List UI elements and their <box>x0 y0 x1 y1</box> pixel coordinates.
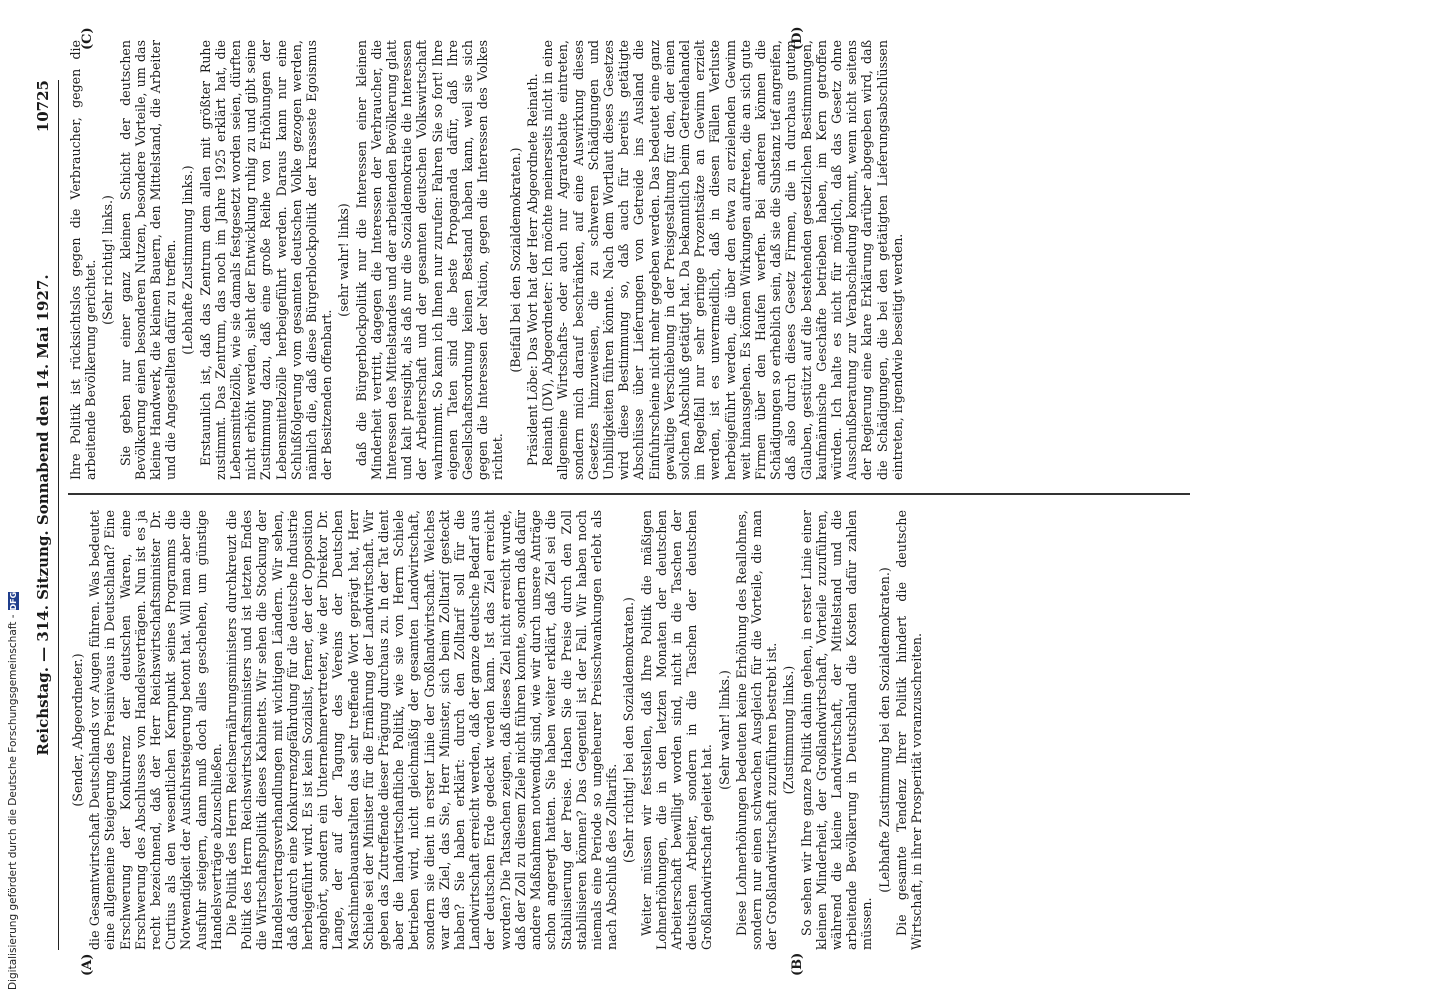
paragraph: Reinath (DV), Abgeordneter: Ich möchte meinerseits nicht in eine allgemeine Wirtschafts- oder auch nur Agrardebatte eintreten, sondern mich darauf beschränken, auf eine Auswirkung dieses Gesetzes hinzuweisen, die zu schweren Schädigungen und Unbilligkeiten führen könnte. Nach dem Wortlaut dieses Gesetzes wird diese Bestimmung so, daß auch für bereits getätigte Abschlüsse über Lieferungen von Getreide ins Ausland die Einfuhrscheine nicht mehr gegeben werden. Das bedeutet eine ganz gewaltige Verschiebung in der Preisgestaltung für den, der einen solchen Abschluß getätigt hat. Da bekanntlich beim Getreidehandel im Regelfall nur sehr geringe Prozentsätze an Gewinn erzielt werden, ist es unvermeidlich, daß in diesen Fällen Verluste herbeigeführt werden, die über den etwa zu erzielenden Gewinn weit hinausgehen. Es können Wirkungen auftreten, die an sich gute Firmen über den Haufen werfen. Bei anderen können die Schädigungen so erheblich sein, daß sie die Substanz tief angreifen, daß also durch dieses Gesetz Firmen, die in durchaus gutem Glauben, gestützt auf die bestehenden gesetzlichen Bestimmungen, kaufmännische Geschäfte betrieben haben, im Kern getroffen würden. Ich halte es nicht für möglich, daß das Gesetz ohne Ausschußberatung zur Verabschiedung kommt, wenn nicht seitens der Regierung eine klare Erklärung darüber abgegeben wird, daß die Schädigungen, die bei den getätigten Lieferungsabschlüssen eintreten, irgendwie beseitigt werden. <box>540 40 905 480</box>
paragraph: Ihre Politik ist rücksichtslos gegen die Verbraucher, gegen die arbeitende Bevölkerung gerichtet. <box>68 40 99 480</box>
running-head-title: Reichstag. — 314. Sitzung. Sonnabend den 14. Mai 1927. <box>34 274 52 756</box>
paragraph: Präsident Löbe: Das Wort hat der Herr Abgeordnete Reinath. <box>524 73 540 466</box>
interjection: (Sehr wahr! links.) <box>716 670 732 790</box>
page-number: 10725 <box>34 80 52 133</box>
paragraph: die Gesamtwirtschaft Deutschlands vor Augen führen. Was bedeutet eine allgemeine Steigerung des Preisniveaus in Deutschland? Eine Erschwerung der Konkurrenz der deutschen Waren, eine Erschwerung des Abschlusses von Handelsverträgen. Nun ist es ja recht bezeichnend, daß der Herr Reichswirtschaftsminister Dr. Curtius als den wesentlichen Kernpunkt seines Programms die Notwendigkeit der Ausfuhrsteigerung betont hat. Will man aber die Ausfuhr steigern, dann muß doch alles geschehen, um günstige Handelsverträge abzuschließen. <box>87 510 224 950</box>
dfg-logo-icon: DFG <box>8 591 18 611</box>
interjection: (sehr wahr! links) <box>336 203 352 317</box>
digitization-text: Digitalisierung gefördert durch die Deutsche Forschungsgemeinschaft - <box>7 614 19 990</box>
paragraph: Erstaunlich ist, daß das Zentrum dem allen mit größter Ruhe zustimmt. Das Zentrum, das noch im Jahre 1925 erklärt hat, die Lebensmittelzölle, wie sie damals festgesetzt worden seien, dürften nicht erhöht werden, sieht der Entwicklung ruhig zu und gibt seine Zustimmung dazu, daß eine große Reihe von Erhöhungen der Lebensmittelzölle herbeigeführt werden. Daraus kann nur eine Schlußfolgerung vom gesamten deutschen Volke gezogen werden, nämlich die, daß diese Bürgerblockpolitik der krasseste Egoismus der Besitzenden offenbart. <box>197 40 335 480</box>
running-head <box>36 80 59 950</box>
right-column <box>68 40 1350 480</box>
paragraph: Die Politik des Herrn Reichsernährungsministers durchkreuzt die Politik des Herrn Reichswirtschaftsministers und ist letzten Endes die Wirtschaftspolitik dieses Kabinetts. Wir sehen die Stockung der Handelsvertragsverhandlungen mit wichtigen Ländern. Wir sehen, daß dadurch eine Konkurrenzgefährdung für die deutsche Industrie herbeigeführt wird. Es ist kein Sozialist, ferner, der der Opposition angehört, sondern ein Unternehmervertreter, wie der Direktor Dr. Lange, der auf der Tagung des Vereins der Deutschen Maschinenbauanstalten das sehr treffende Wort geprägt hat, Herr Schiele sei der Minister für die Ernährung der Landwirtschaft. Wir geben das Zutreffende dieser Prägung durchaus zu. In der Tat dient aber die landwirtschaftliche Politik, wie sie von Herrn Schiele betrieben wird, nicht gleichmäßig der gesamten Landwirtschaft, sondern sie dient in erster Linie der Großlandwirtschaft. Welches war das Ziel, das Sie, Herr Minister, sich beim Zolltarif gesteckt haben? Sie haben erklärt: durch den Zolltarif soll für die Landwirtschaft erreicht werden, daß der ganze deutsche Bedarf aus der deutschen Erde gedeckt werden kann. Ist das Ziel erreicht worden? Die Tatsachen zeigen, daß dieses Ziel nicht erreicht wurde, daß der Zoll zu diesem Ziele nicht führen konnte, sondern daß dafür andere Maßnahmen notwendig sind, wie wir durch unsere Anträge schon angeregt hatten. Sie haben weiter erklärt, daß Ziel sei die Stabilisierung der Preise. Haben Sie die Preise durch den Zoll stabilisieren können? Das Gegenteil ist der Fall. Wir haben noch niemals eine Periode so ungeheurer Preisschwankungen erlebt als nach Abschluß des Zolltarifs. <box>224 510 620 950</box>
left-column <box>68 510 1350 950</box>
column-rule <box>68 494 1190 496</box>
interjection: (Sehr richtig! bei den Sozialdemokraten.) <box>621 597 637 863</box>
margin-mark-b: (B) <box>790 952 805 976</box>
interjection: (Lebhafte Zustimmung bei den Sozialdemokraten.) <box>876 567 892 893</box>
paragraph: Weiter müssen wir feststellen, daß Ihre Politik die mäßigen Lohnerhöhungen, die in den letzten Monaten der deutschen Arbeiterschaft bewilligt worden sind, nicht in die Taschen der deutschen Arbeiter, sondern in die Taschen der deutschen Großlandwirtschaft geleitet hat. <box>638 510 715 950</box>
paragraph: Sie geben nur einer ganz kleinen Schicht der deutschen Bevölkerung einen besonderen Nutzen, besondere Vorteile, um das kleine Handwerk, die kleinen Bauern, den Mittelstand, die Arbeiter und die Angestellten dafür zu treffen. <box>117 40 179 480</box>
margin-mark-c: (C) <box>80 27 95 50</box>
digitization-note <box>6 0 20 990</box>
paragraph: daß die Bürgerblockpolitik nur die Interessen einer kleinen Minderheit vertritt, dagegen die Interessen der Verbraucher, die Interessen des Mittelstandes und der arbeitenden Bevölkerung glatt und kalt preisgibt, als daß nur die Sozialdemokratie die Interessen der Arbeiterschaft und der gesamten deutschen Volkswirtschaft wahrnimmt. So kann ich Ihnen nur zurufen: Fahren Sie so fort! Ihre eigenen Taten sind die beste Propaganda dafür, daß Ihre Gesellschaftsordnung keinen Bestand haben kann, weil sie sich gegen die Interessen der Nation, gegen die Interessen des Volkes richtet. <box>353 40 506 480</box>
interjection: (Lebhafte Zustimmung links.) <box>180 165 196 355</box>
margin-mark-a: (A) <box>80 953 95 976</box>
interjection: (Sehr richtig! links.) <box>100 195 116 325</box>
paragraph: Die gesamte Tendenz Ihrer Politik hindert die deutsche Wirtschaft, in ihrer Prosperität voranzuschreiten. <box>893 510 924 950</box>
interjection: (Zustimmung links.) <box>781 665 797 795</box>
document-page <box>20 10 1390 990</box>
paragraph: Diese Lohnerhöhungen bedeuten keine Erhöhung des Reallohnes, sondern nur einen schwachen Ausgleich für die Vorteile, die man der Großlandwirtschaft zuzuführen bestrebt ist. <box>733 510 780 950</box>
margin-mark-d: (D) <box>790 26 805 50</box>
interjection: (Beifall bei den Sozialdemokraten.) <box>507 147 523 373</box>
paragraph: So sehen wir Ihre ganze Politik dahin gehen, in erster Linie einer kleinen Minderheit, der Großlandwirtschaft, Vorteile zuzuführen, während die kleine Landwirtschaft, der Mittelstand und die arbeitende Bevölkerung in Deutschland die Kosten dafür zahlen müssen. <box>798 510 875 950</box>
interjection: (Sender, Abgeordneter.) <box>70 653 85 807</box>
